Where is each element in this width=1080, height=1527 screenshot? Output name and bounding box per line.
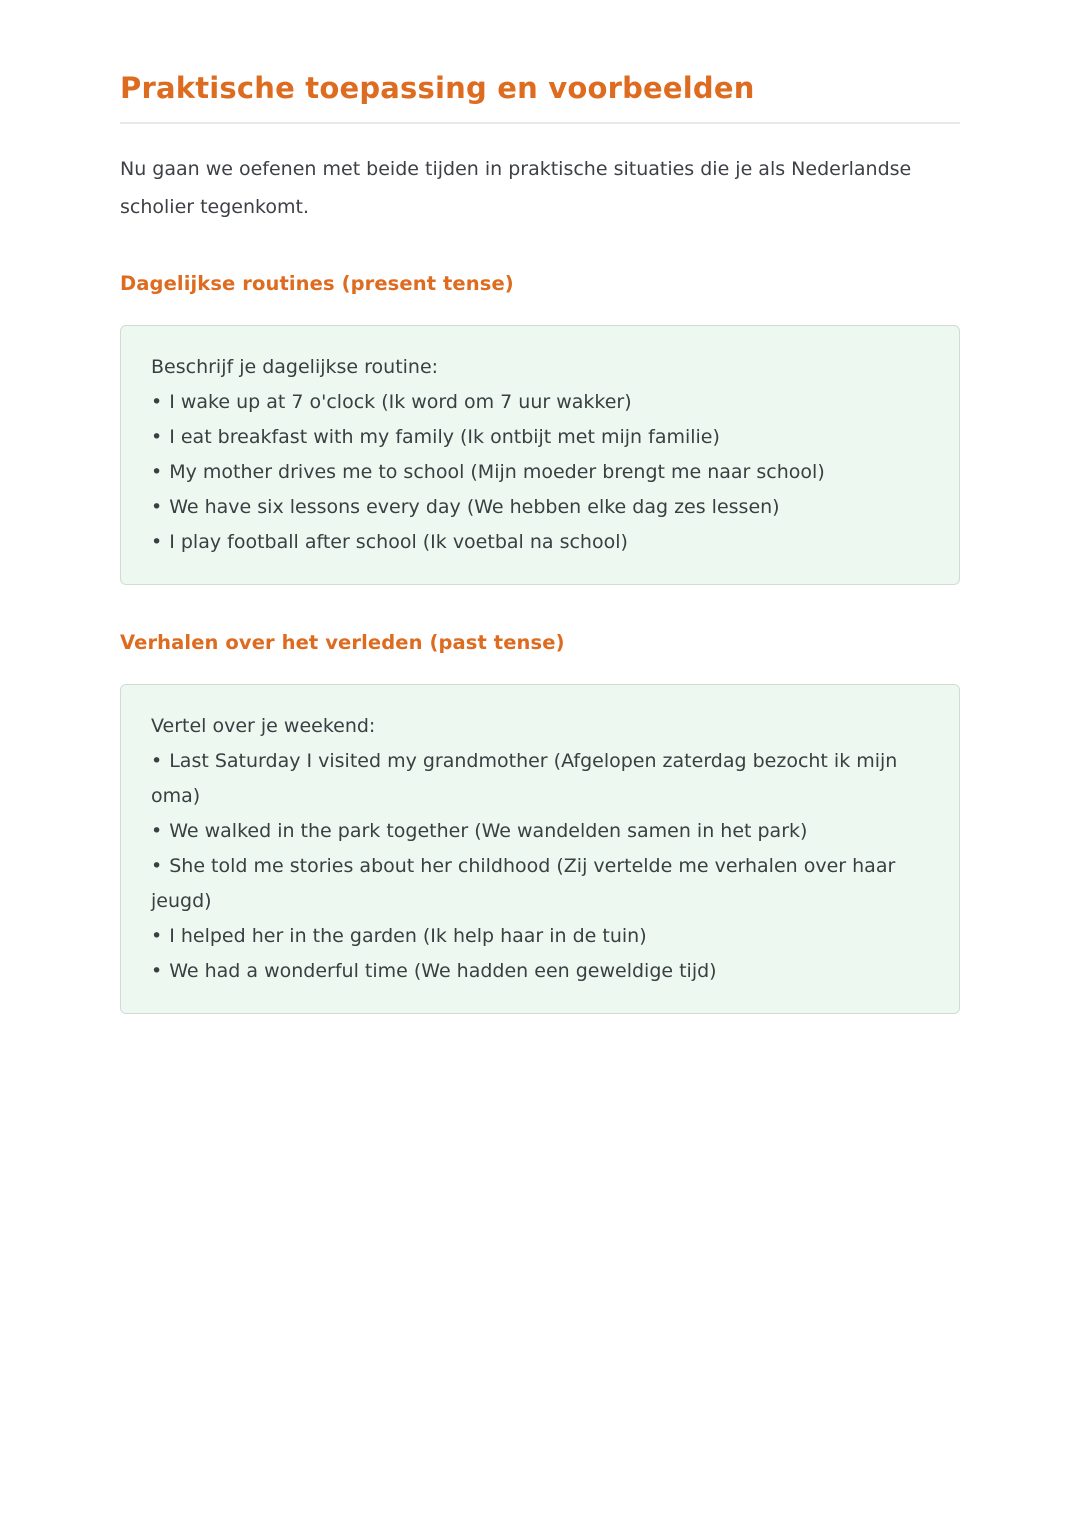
example-item — [151, 954, 929, 989]
example-item — [151, 919, 929, 954]
example-box-intro: Vertel over je weekend: — [151, 715, 376, 738]
example-item — [151, 490, 929, 525]
example-box-past-tense — [120, 684, 960, 1014]
example-item — [151, 385, 929, 420]
bullet-glyph: • — [151, 855, 163, 878]
example-item-text: We had a wonderful time (We hadden een geweldige tijd) — [169, 960, 717, 983]
example-box-present-tense — [120, 325, 960, 585]
example-item-text: Last Saturday I visited my grandmother (Afgelopen zaterdag bezocht ik mijn oma) — [151, 750, 898, 808]
bullet-glyph: • — [151, 496, 163, 519]
example-item-text: My mother drives me to school (Mijn moeder brengt me naar school) — [169, 461, 825, 484]
bullet-glyph: • — [151, 960, 163, 983]
example-item — [151, 814, 929, 849]
section-heading-past-tense: Verhalen over het verleden (past tense) — [120, 631, 565, 655]
bullet-glyph: • — [151, 461, 163, 484]
example-item-text: I eat breakfast with my family (Ik ontbijt met mijn familie) — [169, 426, 720, 449]
bullet-glyph: • — [151, 391, 163, 414]
example-item-text: We have six lessons every day (We hebben elke dag zes lessen) — [169, 496, 780, 519]
page-title: Praktische toepassing en voorbeelden — [120, 71, 755, 105]
example-item — [151, 420, 929, 455]
example-item — [151, 455, 929, 490]
example-item — [151, 744, 929, 814]
example-item-text: She told me stories about her childhood (Zij vertelde me verhalen over haar jeugd) — [151, 855, 896, 913]
section-heading-present-tense: Dagelijkse routines (present tense) — [120, 272, 514, 296]
example-item-text: I play football after school (Ik voetbal na school) — [169, 531, 628, 554]
bullet-glyph: • — [151, 820, 163, 843]
example-item-text: We walked in the park together (We wandelden samen in het park) — [169, 820, 808, 843]
bullet-glyph: • — [151, 426, 163, 449]
bullet-glyph: • — [151, 531, 163, 554]
bullet-glyph: • — [151, 925, 163, 948]
title-divider — [120, 122, 960, 124]
example-item — [151, 525, 929, 560]
example-item-text: I helped her in the garden (Ik help haar in de tuin) — [169, 925, 647, 948]
document-content — [120, 0, 960, 1014]
example-item-text: I wake up at 7 o'clock (Ik word om 7 uur wakker) — [169, 391, 632, 414]
example-box-intro: Beschrijf je dagelijkse routine: — [151, 356, 439, 379]
example-item — [151, 849, 929, 919]
bullet-glyph: • — [151, 750, 163, 773]
intro-paragraph: Nu gaan we oefenen met beide tijden in praktische situaties die je als Nederlandse scholier tegenkomt. — [120, 158, 912, 219]
